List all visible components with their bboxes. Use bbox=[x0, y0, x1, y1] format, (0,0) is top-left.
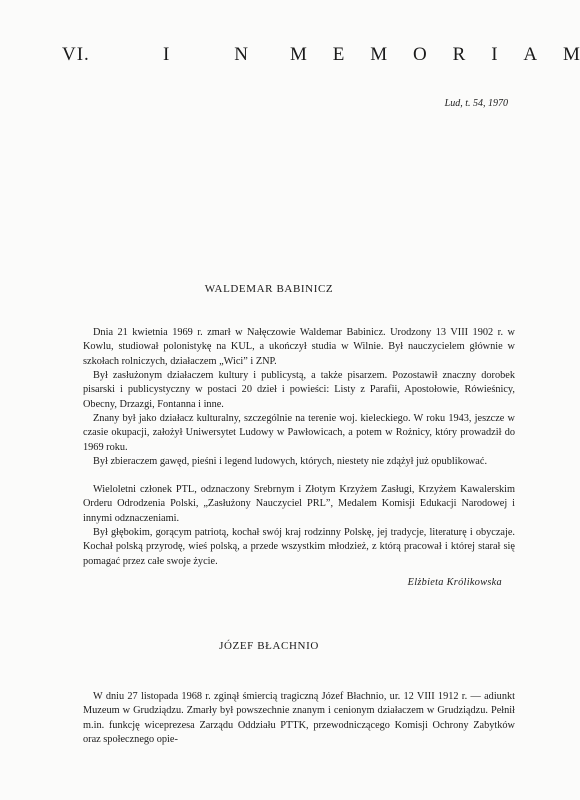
paragraph: W dniu 27 listopada 1968 r. zginął śmiercią tragiczną Józef Błachnio, ur. 12 VIII 1912 r. — adiunkt Muzeum w Grudziądzu. Zmarły był powszechnie znanym i cenionym działaczem w Grudziądzu. Pełnił m.in. funkcję wiceprezesa Zarządu Oddziału PTTK, przewodniczącego Komisji Ochrony Zabytków oraz społecznego opie- bbox=[83, 691, 515, 746]
header-letter: N bbox=[234, 44, 248, 65]
section-number: VI. bbox=[62, 44, 90, 65]
obituary-title: JÓZEF BŁACHNIO bbox=[219, 640, 319, 652]
header-letter: M bbox=[563, 44, 580, 65]
header-letter: M bbox=[290, 44, 307, 65]
paragraph: Był głębokim, gorącym patriotą, kochał swój kraj rodzinny Polskę, jej tradycje, literaturę i obyczaje. Kochał polską przyrodę, wieś polską, a przede wszystkim młodzież, z którą pracował i której starał się pomagać przez całe swoje życie. bbox=[83, 527, 515, 567]
journal-citation: Lud, t. 54, 1970 bbox=[444, 98, 508, 109]
header-letter: R bbox=[452, 44, 466, 65]
obituary-title: WALDEMAR BABINICZ bbox=[204, 283, 334, 295]
header-letter: E bbox=[332, 44, 345, 65]
header-letter: I bbox=[491, 44, 498, 65]
paragraph: Dnia 21 kwietnia 1969 r. zmarł w Nałęczowie Waldemar Babinicz. Urodzony 13 VIII 1902 r. w Kowlu, studiował polonistykę na KUL, a ukończył studia w Wilnie. Był nauczycielem głównie w szkołach rolniczych, działaczem „Wici” i ZNP. bbox=[83, 327, 515, 367]
header-letter: M bbox=[370, 44, 388, 65]
header-word-memoriam bbox=[290, 44, 580, 66]
header-letter: A bbox=[523, 44, 538, 65]
header-word-in bbox=[163, 44, 248, 66]
paragraph: Był zbieraczem gawęd, pieśni i legend ludowych, których, niestety nie zdążył już opublikować. bbox=[93, 456, 488, 467]
author-signature: Elżbieta Królikowska bbox=[407, 577, 502, 588]
paragraph: Wieloletni członek PTL, odznaczony Srebrnym i Złotym Krzyżem Zasługi, Krzyżem Kawalerskim Orderu Odrodzenia Polski, „Zasłużony Nauczyciel PRL”, Medalem Komisji Edukacji Narodowej i innymi odznaczeniami. bbox=[83, 484, 515, 524]
header-letter: O bbox=[413, 44, 427, 65]
paragraph: Był zasłużonym działaczem kultury i publicystą, a także pisarzem. Pozostawił znaczny dorobek pisarski i publicystyczny w postaci 20 dzieł i powieści: Listy z Parafii, Apostołowie, Rówieśnicy, Obecny, Drzazgi, Fontanna i inne. bbox=[83, 370, 515, 410]
header-letter: I bbox=[163, 44, 170, 65]
section-header bbox=[62, 44, 580, 70]
paragraph: Znany był jako działacz kulturalny, szczególnie na terenie woj. kieleckiego. W roku 1943, jeszcze w czasie okupacji, założył Uniwersytet Ludowy w Pawłowicach, a potem w Rożnicy, który prowadził do 1969 roku. bbox=[83, 413, 515, 453]
